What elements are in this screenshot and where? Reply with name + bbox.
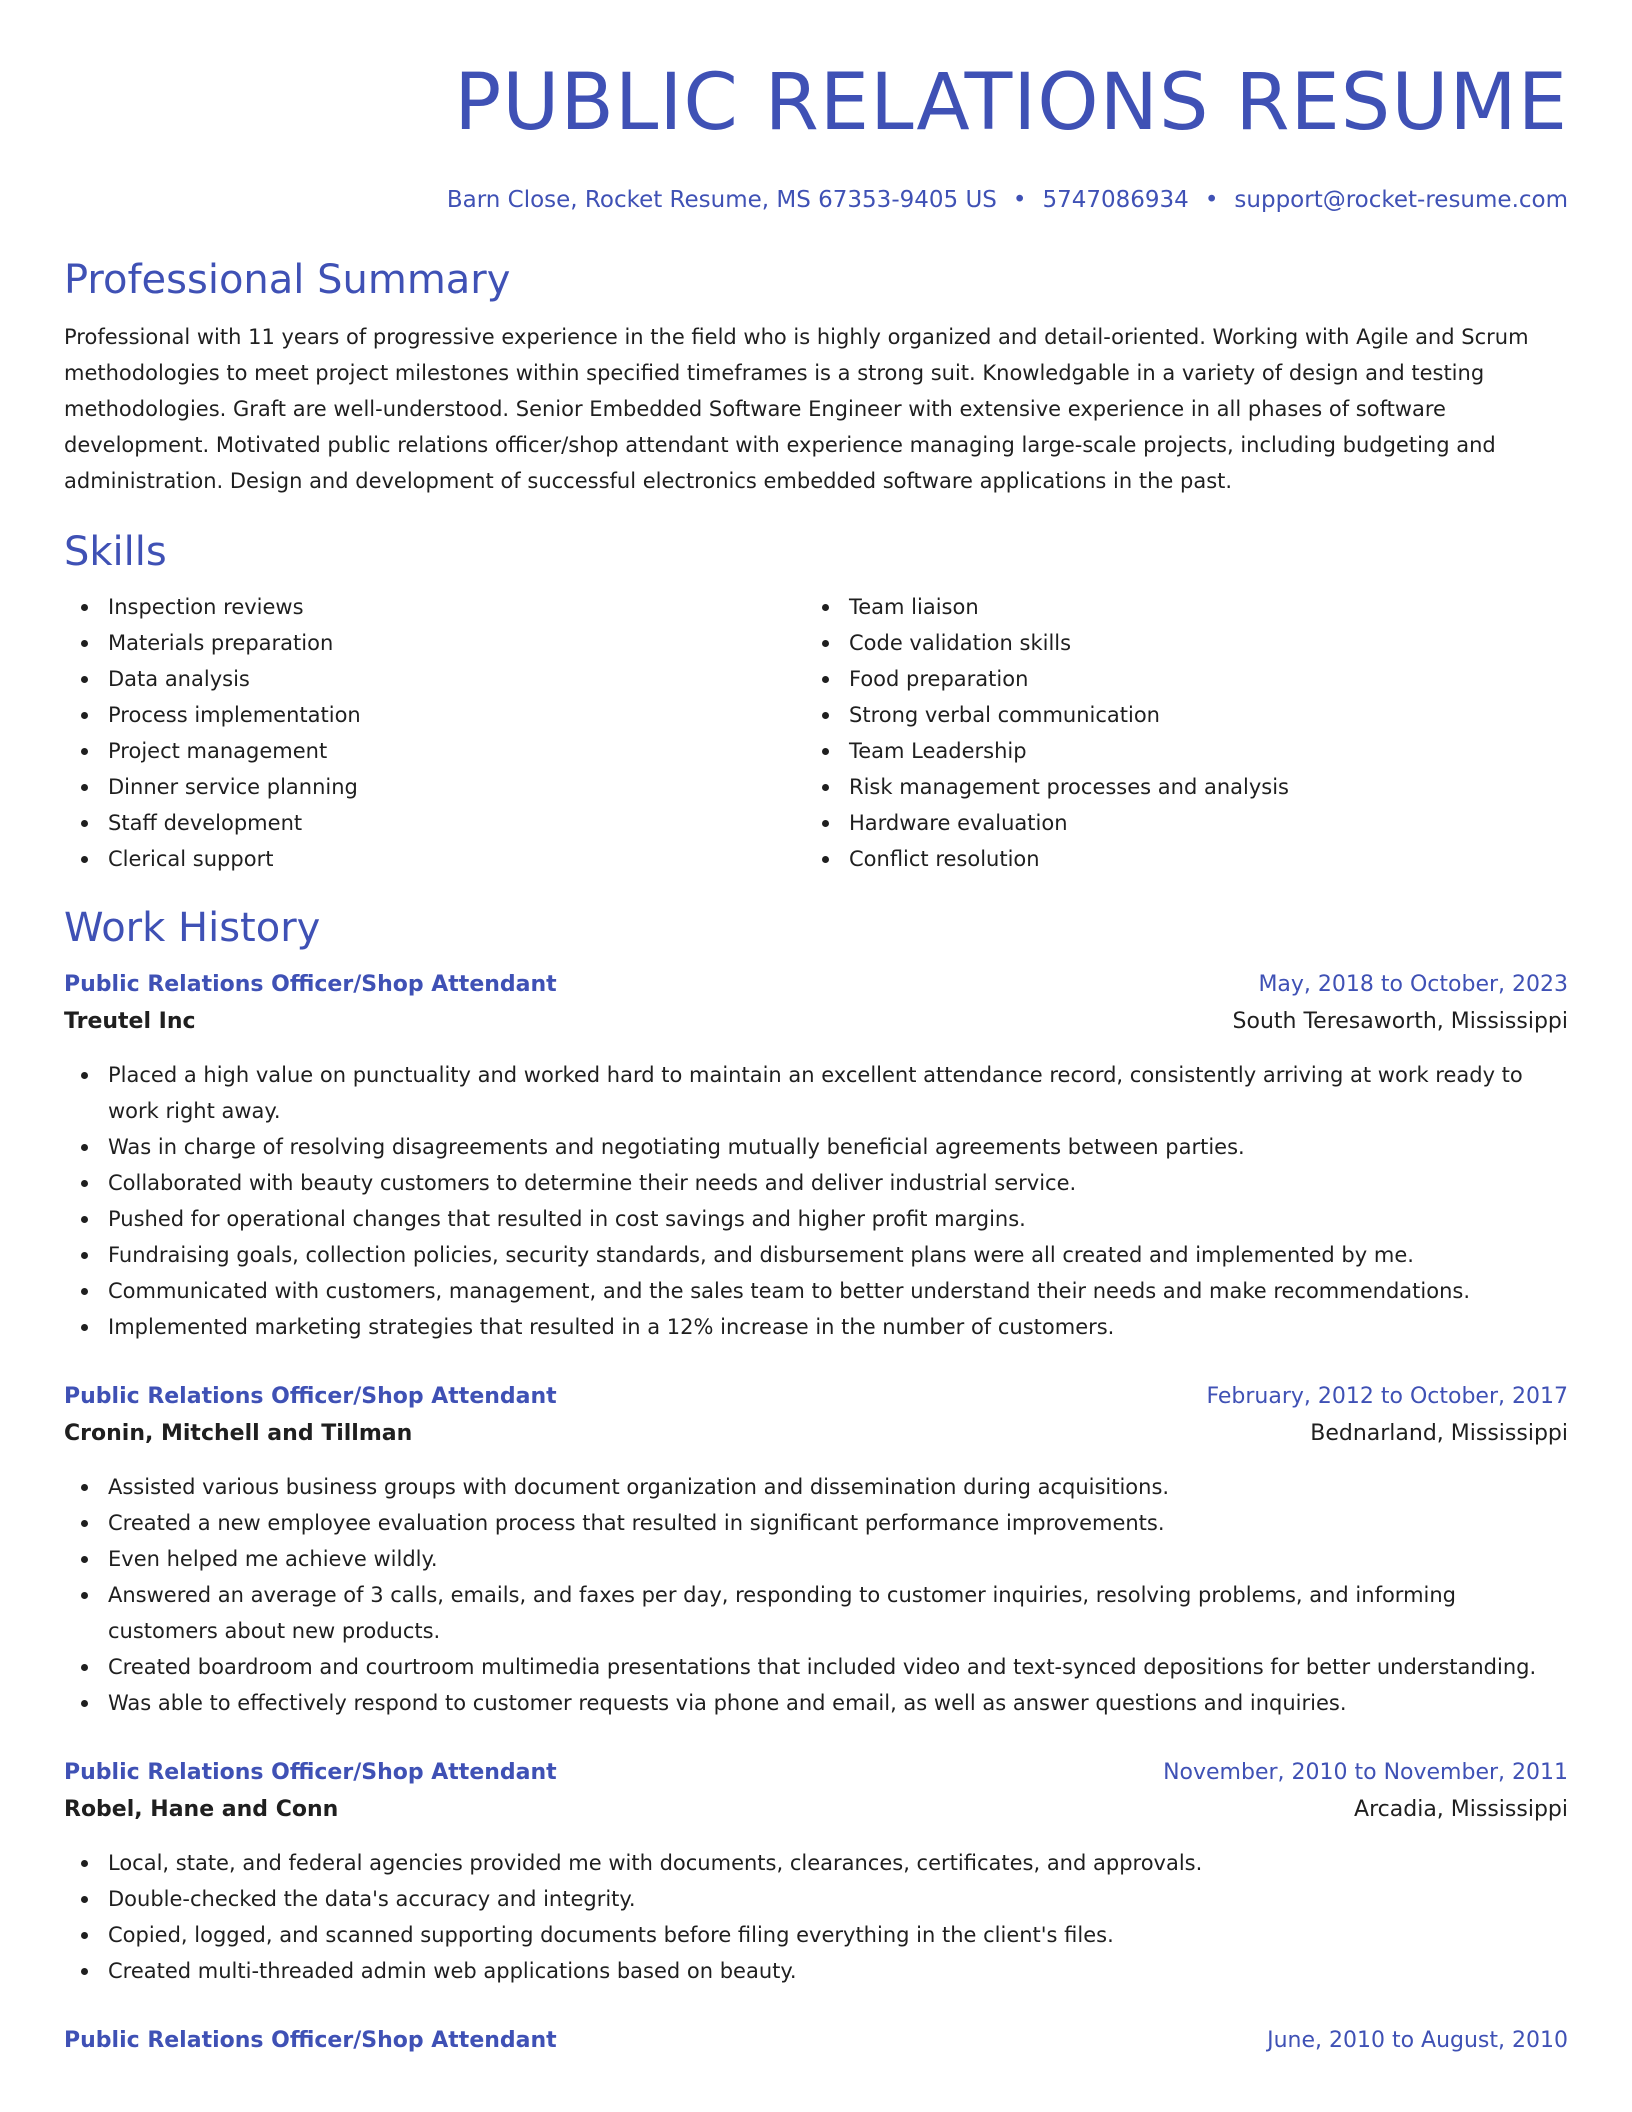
job-dates: November, 2010 to November, 2011 xyxy=(1163,1760,1568,1785)
skill-item: Team liaison xyxy=(805,589,1568,625)
job-bullet: Fundraising goals, collection policies, security standards, and disbursement plans were all created and implemented by me. xyxy=(64,1237,1568,1273)
contact-address: Barn Close, Rocket Resume, MS 67353-9405 US xyxy=(446,187,997,213)
job-bullet: Implemented marketing strategies that resulted in a 12% increase in the number of customers. xyxy=(64,1309,1568,1345)
skill-item: Project management xyxy=(64,733,805,769)
job-bullet: Placed a high value on punctuality and worked hard to maintain an excellent attendance record, consistently arriving at work ready to work right away. xyxy=(64,1057,1568,1129)
resume-title: PUBLIC RELATIONS RESUME xyxy=(454,58,1568,148)
job-bullet: Pushed for operational changes that resulted in cost savings and higher profit margins. xyxy=(64,1201,1568,1237)
job-subheader xyxy=(64,1415,1568,1453)
contact-email: support@rocket-resume.com xyxy=(1234,187,1568,213)
skill-item: Inspection reviews xyxy=(64,589,805,625)
skill-item: Data analysis xyxy=(64,661,805,697)
resume-header xyxy=(64,55,1568,215)
job-role: Public Relations Officer/Shop Attendant xyxy=(64,1760,557,1785)
job-bullet: Created boardroom and courtroom multimedia presentations that included video and text-synced depositions for better understanding. xyxy=(64,1649,1568,1685)
skills-grid xyxy=(64,589,1568,877)
job-company: Cronin, Mitchell and Tillman xyxy=(64,1421,413,1446)
job-dates: June, 2010 to August, 2010 xyxy=(1267,2028,1568,2053)
job-entry xyxy=(64,2023,1568,2059)
job-location: South Teresaworth, Mississippi xyxy=(1232,1009,1568,1034)
job-header xyxy=(64,1755,1568,1791)
job-subheader xyxy=(64,1003,1568,1041)
skill-item: Materials preparation xyxy=(64,625,805,661)
job-header xyxy=(64,967,1568,1003)
skill-item: Process implementation xyxy=(64,697,805,733)
skill-item: Dinner service planning xyxy=(64,769,805,805)
skill-item: Food preparation xyxy=(805,661,1568,697)
skills-list-right xyxy=(805,589,1568,877)
job-bullet-list xyxy=(64,1057,1568,1345)
job-bullet: Was in charge of resolving disagreements and negotiating mutually beneficial agreements between parties. xyxy=(64,1129,1568,1165)
job-bullet: Collaborated with beauty customers to determine their needs and deliver industrial service. xyxy=(64,1165,1568,1201)
job-entry xyxy=(64,967,1568,1345)
job-bullet-list xyxy=(64,1845,1568,1989)
job-bullet: Was able to effectively respond to customer requests via phone and email, as well as answer questions and inquiries. xyxy=(64,1685,1568,1721)
job-bullet-list xyxy=(64,1469,1568,1721)
skill-item: Code validation skills xyxy=(805,625,1568,661)
contact-separator: • xyxy=(1012,187,1027,213)
job-dates: February, 2012 to October, 2017 xyxy=(1206,1384,1568,1409)
job-header xyxy=(64,1379,1568,1415)
job-header xyxy=(64,2023,1568,2059)
skill-item: Conflict resolution xyxy=(805,841,1568,877)
work-history-heading: Work History xyxy=(64,905,321,951)
job-company: Robel, Hane and Conn xyxy=(64,1797,339,1822)
job-bullet: Communicated with customers, management, and the sales team to better understand their needs and make recommendations. xyxy=(64,1273,1568,1309)
job-location: Bednarland, Mississippi xyxy=(1310,1421,1568,1446)
job-location: Arcadia, Mississippi xyxy=(1354,1797,1568,1822)
skill-item: Hardware evaluation xyxy=(805,805,1568,841)
skill-item: Risk management processes and analysis xyxy=(805,769,1568,805)
job-entry xyxy=(64,1379,1568,1721)
job-company: Treutel Inc xyxy=(64,1009,196,1034)
skill-item: Strong verbal communication xyxy=(805,697,1568,733)
skills-list-left xyxy=(64,589,805,877)
skill-item: Staff development xyxy=(64,805,805,841)
job-bullet: Created multi-threaded admin web applications based on beauty. xyxy=(64,1953,1568,1989)
skill-item: Team Leadership xyxy=(805,733,1568,769)
contact-line xyxy=(64,185,1568,215)
job-entry xyxy=(64,1755,1568,1989)
job-bullet: Answered an average of 3 calls, emails, and faxes per day, responding to customer inquiries, resolving problems, and informing customers about new products. xyxy=(64,1577,1568,1649)
summary-text: Professional with 11 years of progressive experience in the field who is highly organized and detail-oriented. Working with Agile and Scrum methodologies to meet project milestones within specified timeframes is a strong suit. Knowledgable in a variety of design and testing methodologies. Graft are well-understood. Senior Embedded Software Engineer with extensive experience in all phases of software development. Motivated public relations officer/shop attendant with experience managing large-scale projects, including budgeting and administration. Design and development of successful electronics embedded software applications in the past. xyxy=(64,325,1529,493)
job-role: Public Relations Officer/Shop Attendant xyxy=(64,1384,557,1409)
job-bullet: Assisted various business groups with document organization and dissemination during acquisitions. xyxy=(64,1469,1568,1505)
skill-item: Clerical support xyxy=(64,841,805,877)
job-bullet: Double-checked the data's accuracy and integrity. xyxy=(64,1881,1568,1917)
contact-separator: • xyxy=(1204,187,1219,213)
job-subheader xyxy=(64,1791,1568,1829)
job-bullet: Copied, logged, and scanned supporting documents before filing everything in the client's files. xyxy=(64,1917,1568,1953)
job-bullet: Even helped me achieve wildly. xyxy=(64,1541,1568,1577)
skills-heading: Skills xyxy=(64,529,167,575)
job-role: Public Relations Officer/Shop Attendant xyxy=(64,972,557,997)
contact-phone: 5747086934 xyxy=(1042,187,1189,213)
summary-heading: Professional Summary xyxy=(64,257,511,303)
job-bullet: Local, state, and federal agencies provided me with documents, clearances, certificates, and approvals. xyxy=(64,1845,1568,1881)
job-dates: May, 2018 to October, 2023 xyxy=(1258,972,1568,997)
job-role: Public Relations Officer/Shop Attendant xyxy=(64,2028,557,2053)
job-bullet: Created a new employee evaluation process that resulted in significant performance improvements. xyxy=(64,1505,1568,1541)
